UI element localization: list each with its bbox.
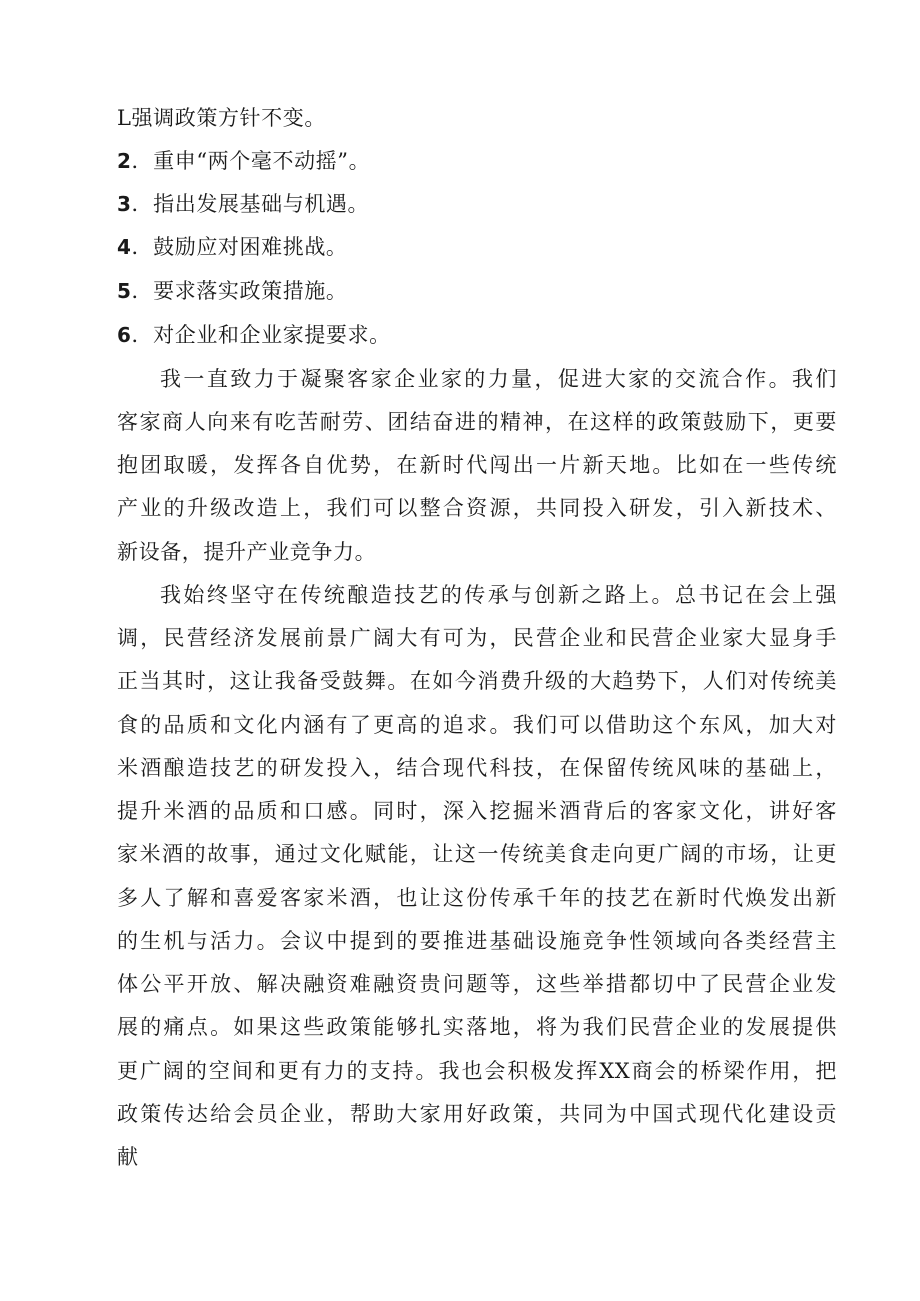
paragraph-2-line: 多人了解和喜爱客家米酒，也让这份传承千年的技艺在新时代焕发出新 (117, 886, 837, 910)
list-item-number: 4 (117, 235, 132, 259)
list-item-text: ．指出发展基础与机遇。 (131, 192, 370, 216)
paragraph-2-line: 政策传达给会员企业，帮助大家用好政策，共同为中国式现代化建设贡 (117, 1102, 837, 1126)
list-item-number: 6 (117, 323, 132, 347)
paragraph-2-line: 体公平开放、解决融资难融资贵问题等，这些举措都切中了民营企业发 (117, 972, 837, 996)
list-item-text: ．要求落实政策措施。 (131, 279, 348, 303)
paragraph-2-line: 提升米酒的品质和口感。同时，深入挖掘米酒背后的客家文化，讲好客 (117, 799, 837, 823)
paragraph-2-line: 献 (117, 1145, 139, 1169)
list-item-1 (117, 104, 837, 132)
list-item-number: 5 (117, 279, 132, 303)
paragraph-2-line: 我始终坚守在传统酿造技艺的传承与创新之路上。总书记在会上强 (160, 583, 837, 607)
list-item-4 (117, 233, 837, 261)
paragraph-2-line: 更广阔的空间和更有力的支持。我也会积极发挥XX商会的桥梁作用，把 (117, 1059, 837, 1083)
list-item-number: 3 (117, 192, 132, 216)
list-item-6 (117, 321, 837, 349)
paragraph-1-line: 我一直致力于凝聚客家企业家的力量，促进大家的交流合作。我们 (160, 367, 837, 391)
list-item-3 (117, 190, 837, 218)
list-item-text: ．鼓励应对困难挑战。 (131, 235, 348, 259)
list-item-text: ．重申“两个毫不动摇”。 (131, 149, 371, 173)
paragraph-2-line: 调，民营经济发展前景广阔大有可为，民营企业和民营企业家大显身手 (117, 626, 837, 650)
paragraph-2-line: 正当其时，这让我备受鼓舞。在如今消费升级的大趋势下，人们对传统美 (117, 669, 837, 693)
paragraph-2-line: 食的品质和文化内涵有了更高的追求。我们可以借助这个东风，加大对 (117, 713, 837, 737)
list-item-5 (117, 277, 837, 305)
paragraph-1-line: 抱团取暖，发挥各自优势，在新时代闯出一片新天地。比如在一些传统 (117, 453, 837, 477)
paragraph-1-line: 新设备，提升产业竞争力。 (117, 540, 377, 564)
list-item-2 (117, 147, 837, 175)
list-item-text: L强调政策方针不变。 (117, 106, 326, 130)
paragraph-2-line: 的生机与活力。会议中提到的要推进基础设施竞争性领域向各类经营主 (117, 929, 837, 953)
paragraph-1-line: 产业的升级改造上，我们可以整合资源，共同投入研发，引入新技术、 (117, 496, 837, 520)
paragraph-2-line: 米酒酿造技艺的研发投入，结合现代科技，在保留传统风味的基础上， (117, 756, 837, 780)
paragraph-1-line: 客家商人向来有吃苦耐劳、团结奋进的精神，在这样的政策鼓励下，更要 (117, 410, 837, 434)
list-item-text: ．对企业和企业家提要求。 (131, 323, 391, 347)
list-item-number: 2 (117, 149, 132, 173)
paragraph-2-line: 展的痛点。如果这些政策能够扎实落地，将为我们民营企业的发展提供 (117, 1015, 837, 1039)
paragraph-2-line: 家米酒的故事，通过文化赋能，让这一传统美食走向更广阔的市场，让更 (117, 842, 837, 866)
